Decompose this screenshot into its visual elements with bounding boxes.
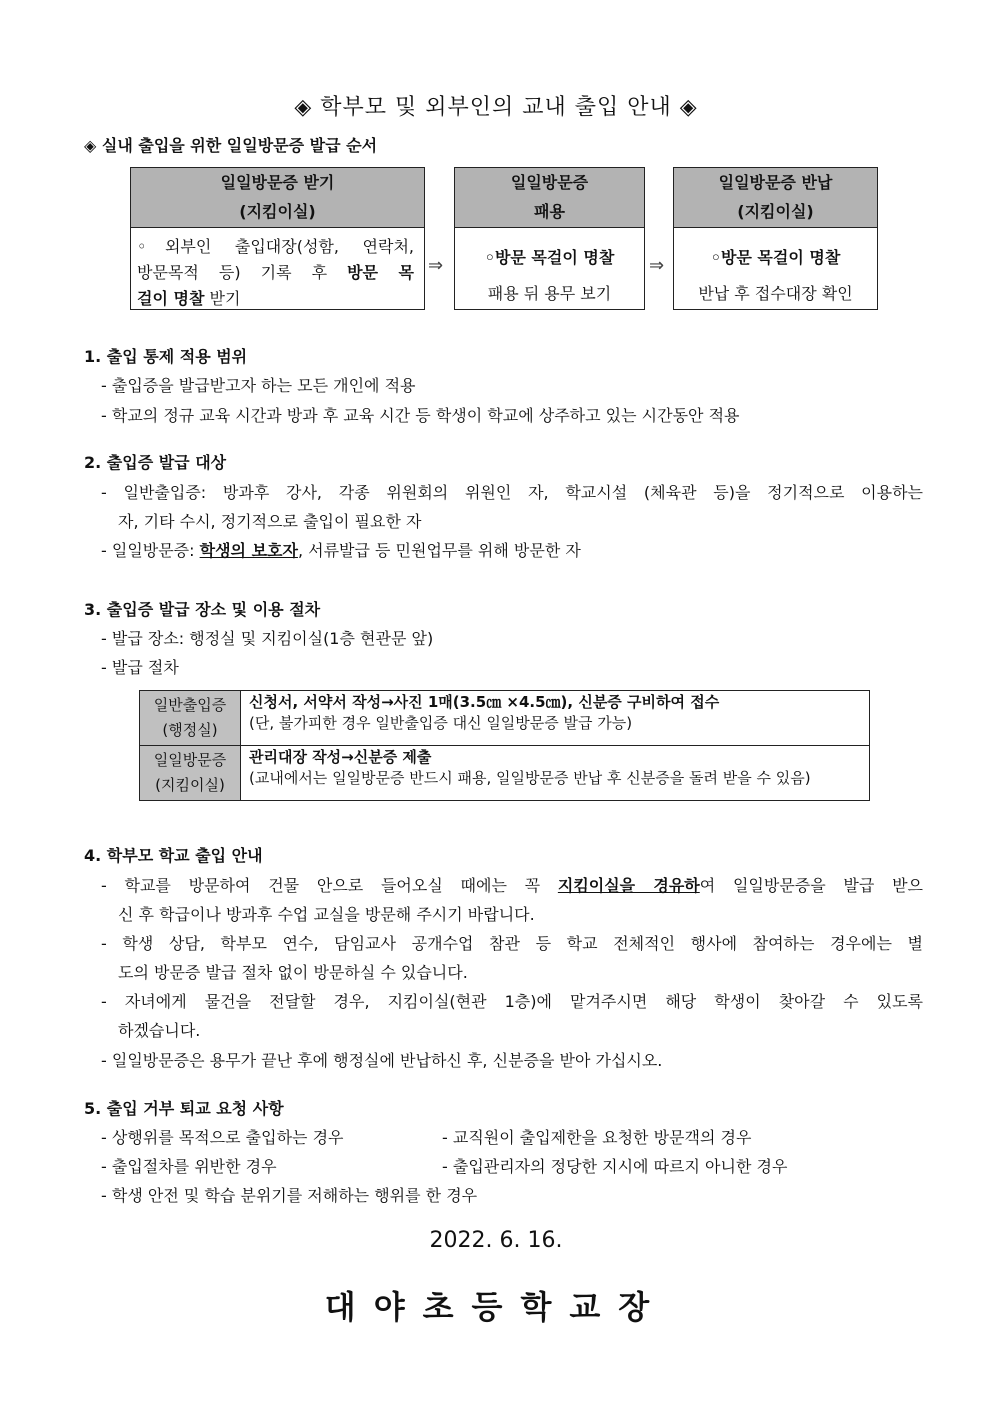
flow-step-return: [673, 167, 878, 310]
flow-arrow-2: ⇒: [649, 255, 665, 276]
flow-arrow-1: ⇒: [428, 255, 444, 276]
flow-step-wear-line1: ◦방문 목걸이 명찰: [484, 248, 615, 267]
section-4-bullet-3-line1: - 자녀에게 물건을 전달할 경우, 지킴이실(현관 1층)에 맡겨주시면 해당 학생이 찾아갈 수 있도록: [101, 992, 923, 1011]
procedure-label-general: 일반출입증 (행정실): [140, 691, 241, 746]
flow-step-wear-line2: 패용 뒤 용무 보기: [487, 284, 612, 303]
procedure-desc-general: 신청서, 서약서 작성→사진 1매(3.5㎝ ×4.5㎝), 신분증 구비하여 접수 (단, 불가피한 경우 일반출입증 대신 일일방문증 발급 가능): [241, 691, 870, 746]
section-4-title: 4. 학부모 학교 출입 안내: [84, 846, 263, 865]
flow-step-receive-place: (지킴이실): [239, 202, 316, 221]
section-3-title: 3. 출입증 발급 장소 및 이용 절차: [84, 600, 321, 619]
section-4-bullet-1-line1: - 학교를 방문하여 건물 안으로 들어오실 때에는 꼭 지킴이실을 경유하여 일일방문증을 발급 받으: [101, 876, 924, 895]
flow-step-receive-line3: 걸이 명찰 받기: [137, 289, 241, 308]
table-row: [140, 746, 870, 801]
section-5-bullet-3: - 출입절차를 위반한 경우: [101, 1157, 277, 1176]
flow-step-receive-line2: 방문목적 등) 기록 후 방문 목: [137, 263, 414, 282]
section-2-bullet-1-line2: 자, 기타 수시, 정기적으로 출입이 필요한 자: [118, 512, 422, 531]
section-5-bullet-4: - 출입관리자의 정당한 지시에 따르지 아니한 경우: [442, 1157, 788, 1176]
flow-step-return-title: 일일방문증 반납: [718, 173, 833, 192]
flow-step-return-line1: ◦방문 목걸이 명찰: [710, 248, 841, 267]
principal-signature: 대야초등학교장: [324, 1288, 668, 1326]
section-4-bullet-2-line2: 도의 방문증 발급 절차 없이 방문하실 수 있습니다.: [118, 963, 468, 982]
section-5-bullet-2: - 교직원이 출입제한을 요청한 방문객의 경우: [442, 1128, 752, 1147]
table-row: [140, 691, 870, 746]
flow-step-wear-action: 패용: [534, 202, 565, 221]
section-1-title: 1. 출입 통제 적용 범위: [84, 347, 248, 366]
flow-step-wear-title: 일일방문증: [510, 173, 589, 192]
section-4-bullet-2-line1: - 학생 상담, 학부모 연수, 담임교사 공개수업 참관 등 학교 전체적인 행사에 참여하는 경우에는 별: [101, 934, 923, 953]
section-3-bullet-1: - 발급 장소: 행정실 및 지킴이실(1층 현관문 앞): [101, 629, 434, 648]
section-3-bullet-2: - 발급 절차: [101, 658, 179, 677]
issue-procedure-table: [139, 690, 870, 801]
flow-step-return-line2: 반납 후 접수대장 확인: [698, 284, 853, 303]
procedure-desc-daily: 관리대장 작성→신분증 제출 (교내에서는 일일방문증 반드시 패용, 일일방문증 반납 후 신분증을 돌려 받을 수 있음): [241, 746, 870, 801]
flow-step-wear: [454, 167, 645, 310]
section-2-bullet-2: - 일일방문증: 학생의 보호자, 서류발급 등 민원업무를 위해 방문한 자: [101, 541, 581, 560]
section-4-bullet-1-line2: 신 후 학급이나 방과후 수업 교실을 방문해 주시기 바랍니다.: [118, 905, 535, 924]
section-5-bullet-5: - 학생 안전 및 학습 분위기를 저해하는 행위를 한 경우: [101, 1186, 478, 1205]
section-2-bullet-1-line1: - 일반출입증: 방과후 강사, 각종 위원회의 위원인 자, 학교시설 (체육관 등)을 정기적으로 이용하는: [101, 483, 923, 502]
procedure-label-daily: 일일방문증 (지킴이실): [140, 746, 241, 801]
section-1-bullet-1: - 출입증을 발급받고자 하는 모든 개인에 적용: [101, 376, 416, 395]
section-2-title: 2. 출입증 발급 대상: [84, 453, 227, 472]
section-1-bullet-2: - 학교의 정규 교육 시간과 방과 후 교육 시간 등 학생이 학교에 상주하고 있는 시간동안 적용: [101, 406, 740, 425]
flow-step-receive: [130, 167, 425, 310]
section-4-bullet-4: - 일일방문증은 용무가 끝난 후에 행정실에 반납하신 후, 신분증을 받아 가십시오.: [101, 1051, 663, 1070]
section-5-title: 5. 출입 거부 퇴교 요청 사항: [84, 1099, 284, 1118]
flow-step-return-place: (지킴이실): [737, 202, 814, 221]
flow-step-receive-line1: ◦외부인 출입대장(성함, 연락처,: [137, 237, 414, 256]
section-5-bullet-1: - 상행위를 목적으로 출입하는 경우: [101, 1128, 344, 1147]
section-4-bullet-3-line2: 하겠습니다.: [118, 1021, 201, 1040]
flow-step-receive-title: 일일방문증 받기: [220, 173, 335, 192]
flow-subtitle: ◈ 실내 출입을 위한 일일방문증 발급 순서: [84, 136, 378, 155]
page-title: ◈ 학부모 및 외부인의 교내 출입 안내 ◈: [294, 95, 698, 120]
document-date: 2022. 6. 16.: [429, 1228, 563, 1253]
